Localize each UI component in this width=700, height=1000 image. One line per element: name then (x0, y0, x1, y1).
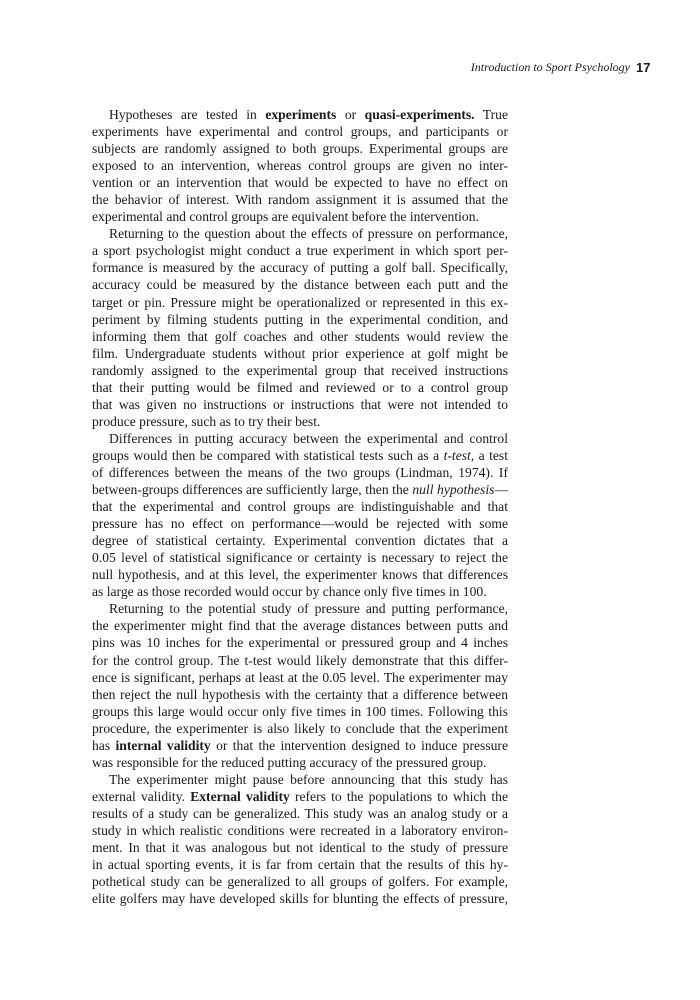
text-line: The experimenter might pause before announcing that this study has (109, 771, 508, 787)
paragraph (92, 225, 508, 430)
body-text (92, 106, 508, 907)
text-line: pressure has no effect on performance—would be rejected with some (92, 516, 508, 532)
text-line: study in which realistic conditions were recreated in a laboratory environ- (92, 822, 508, 838)
text-line: of differences between the means of the two groups (Lindman, 1974). If (92, 464, 508, 480)
text-line: the experimenter might find that the average distances between putts and (92, 618, 508, 634)
text-line: ence is significant, perhaps at least at the 0.05 level. The experimenter may (92, 669, 508, 685)
text-line: vention or an intervention that would be expected to have no effect on (92, 175, 508, 191)
text-line: ment. In that it was analogous but not identical to the study of pressure (92, 840, 508, 856)
paragraph (92, 600, 508, 770)
text-line: pins was 10 inches for the experimental or pressured group and 4 inches (92, 635, 508, 651)
text-line: Returning to the potential study of pressure and putting performance, (109, 601, 508, 617)
text-line: degree of statistical certainty. Experimental convention dictates that a (92, 533, 508, 549)
text-line: target or pin. Pressure might be operationalized or represented in this ex- (92, 294, 508, 310)
text-line: exposed to an intervention, whereas control groups are given no inter- (92, 158, 508, 174)
text-line: Hypotheses are tested in experiments or quasi-experiments. True (109, 107, 508, 122)
running-head (92, 60, 630, 80)
text-line: has internal validity or that the intervention designed to induce pressure (92, 737, 508, 753)
text-line: that was given no instructions or instructions that were not intended to (92, 396, 508, 412)
text-line: as large as those recorded would occur by chance only five times in 100. (92, 584, 487, 600)
text-line: produce pressure, such as to try their best. (92, 413, 321, 429)
text-line: formance is measured by the accuracy of putting a golf ball. Specifically, (92, 260, 508, 276)
text-line: in actual sporting events, it is far from certain that the results of this hy- (92, 857, 508, 873)
text-line: Differences in putting accuracy between the experimental and control (109, 430, 508, 446)
text-line: experiments have experimental and control groups, and participants or (92, 124, 508, 140)
text-line: film. Undergraduate students without prior experience at golf might be (92, 345, 508, 361)
paragraph (92, 430, 508, 600)
text-line: accuracy could be measured by the distance between each putt and the (92, 277, 508, 293)
running-head-title: Introduction to Sport Psychology (470, 60, 630, 74)
text-line: then reject the null hypothesis with the certainty that a difference between (92, 686, 508, 702)
text-line: Returning to the question about the effects of pressure on performance, (109, 226, 508, 242)
text-line: elite golfers may have developed skills for blunting the effects of pressure, (92, 891, 508, 907)
text-line: groups this large would occur only five times in 100 times. Following this (92, 703, 508, 719)
text-line: procedure, the experimenter is also likely to conclude that the experiment (92, 720, 508, 736)
text-line: experimental and control groups are equivalent before the intervention. (92, 209, 479, 225)
text-line: pothetical study can be generalized to all groups of golfers. For example, (92, 874, 508, 890)
text-line: periment by filming students putting in the experimental condition, and (92, 311, 508, 327)
paragraph (92, 771, 508, 907)
text-line: randomly assigned to the experimental group that received instructions (92, 362, 508, 378)
text-line: results of a study can be generalized. This study was an analog study or a (92, 805, 508, 821)
text-line: 0.05 level of statistical significance or certainty is necessary to reject the (92, 550, 508, 566)
text-line: was responsible for the reduced putting accuracy of the pressured group. (92, 754, 487, 770)
text-line: informing them that golf coaches and other students would review the (92, 328, 508, 344)
text-line: external validity. External validity refers to the populations to which the (92, 788, 508, 804)
text-line: null hypothesis, and at this level, the experimenter knows that differences (92, 567, 508, 583)
page-number: 17 (636, 60, 651, 75)
text-line: groups would then be compared with statistical tests such as a t-test, a test (92, 447, 508, 463)
paragraph (92, 106, 508, 225)
text-line: that the experimental and control groups are indistinguishable and that (92, 499, 508, 515)
text-line: the behavior of interest. With random assignment it is assumed that the (92, 192, 508, 208)
text-line: between-groups differences are sufficiently large, then the null hypothesis— (92, 482, 508, 498)
text-line: for the control group. The t-test would likely demonstrate that this differ- (92, 652, 508, 668)
text-line: a sport psychologist might conduct a true experiment in which sport per- (92, 243, 508, 259)
text-line: that their putting would be filmed and reviewed or to a control group (92, 379, 508, 395)
text-line: subjects are randomly assigned to both groups. Experimental groups are (92, 141, 508, 157)
